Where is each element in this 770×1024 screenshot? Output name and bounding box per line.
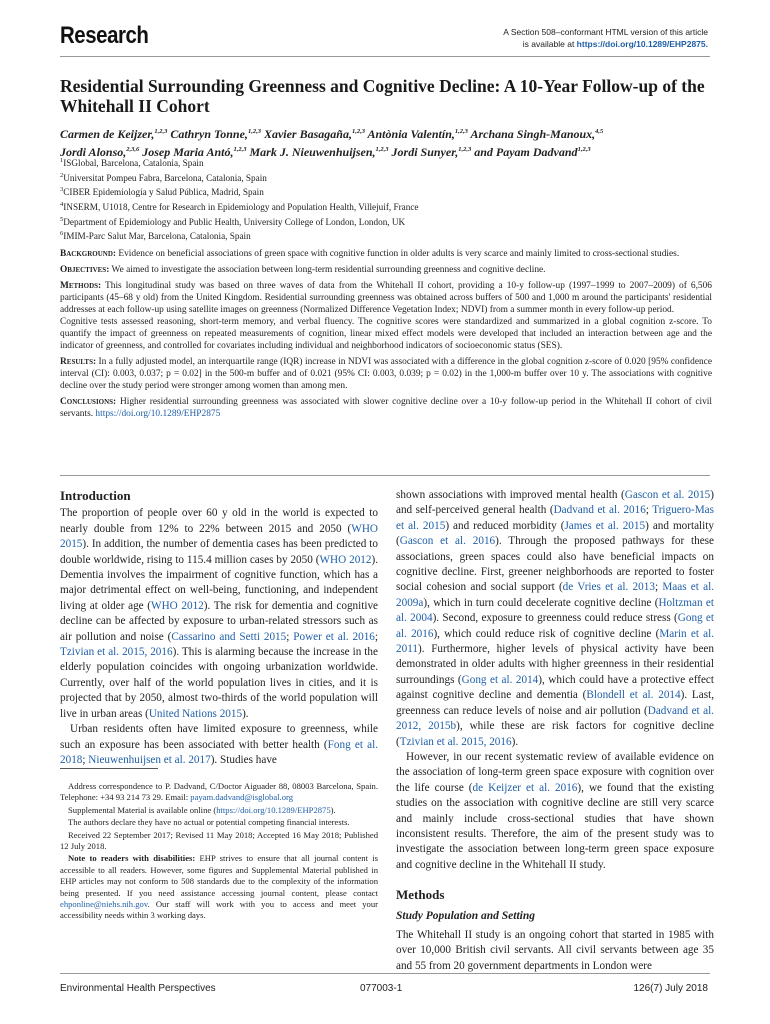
- abstract-methods: [60, 280, 712, 316]
- author-affiliation-marker: 1,2,3: [375, 146, 389, 153]
- author-affiliation-marker: 1,2,3: [577, 146, 591, 153]
- page-number: 077003-1: [360, 983, 403, 994]
- abstract-text: We aimed to investigate the association between long-term residential surrounding greenness and cognitive decline.: [109, 265, 546, 275]
- affiliation-item: [60, 214, 720, 229]
- note-prefix: is available at: [522, 39, 577, 49]
- body-text: ). Last, greenness can reduce levels of noise and air pollution (: [396, 689, 714, 717]
- affiliation-text: ISGlobal, Barcelona, Catalonia, Spain: [63, 158, 204, 169]
- abstract-results: [60, 356, 712, 392]
- citation-link[interactable]: Holtzman et al. 2004: [396, 596, 714, 625]
- note-text: Address correspondence to P. Dadvand, C/Doctor Aiguader 88, 08003 Barcelona, Spain. Telephone: +34 93 214 73 29. Email:: [60, 781, 378, 803]
- author-affiliation-marker: 4,5: [595, 128, 604, 135]
- affiliation-item: [60, 155, 720, 170]
- dates-note: Received 22 September 2017; Revised 11 May 2018; Accepted 16 May 2018; Published 12 July 2018.: [60, 829, 378, 852]
- abstract-doi-link[interactable]: https://doi.org/10.1289/EHP2875: [95, 409, 221, 419]
- abstract-divider: [60, 475, 710, 476]
- body-text: ). Studies have: [210, 753, 277, 766]
- body-text: shown associations with improved mental health (: [396, 489, 625, 501]
- author-name: and Payam Dadvand: [471, 145, 578, 159]
- methods-paragraph-1: The Whitehall II study is an ongoing cohort that started in 1985 with over 10,000 British civil servants. All civil servants between age 35 and 55 from 20 government departments in London were: [396, 928, 714, 972]
- abstract-head: Objectives:: [60, 265, 110, 275]
- body-text: ;: [374, 630, 379, 643]
- body-text: ). The risk for dementia and cognitive decline can be affected by exposure to urban-related stressors such as air pollution and noise (: [60, 599, 379, 643]
- author-name: Archana Singh-Manoux,: [467, 127, 596, 141]
- header-divider: [60, 56, 710, 57]
- methods-heading: Methods: [396, 887, 445, 903]
- author-name: Jordi Alonso,: [60, 145, 127, 159]
- email-link[interactable]: ehponline@niehs.nih.gov: [60, 899, 148, 910]
- journal-name: Environmental Health Perspectives: [60, 983, 216, 994]
- affiliation-number: 4: [60, 200, 64, 208]
- author-name: Mark J. Nieuwenhuijsen,: [246, 145, 376, 159]
- citation-link[interactable]: Marin et al. 2011: [396, 627, 714, 656]
- doi-link[interactable]: https://doi.org/10.1289/EHP2875.: [576, 39, 708, 49]
- abstract-methods-cont: Cognitive tests assessed reasoning, short-term memory, and verbal fluency. The cognitive scores were standardized and summarized in a global cognition z-score. To quantify the impact of greenness on repeated measurements of cognition, linear mixed effect models were developed that included an interaction between age and the indicator of greenness, and controlled for covariates including individual and neighborhood indicators of socioeconomic status (SES).: [60, 317, 712, 351]
- citation-link[interactable]: Blondell et al. 2014: [586, 689, 681, 702]
- author-affiliation-marker: 2,3,6: [126, 146, 140, 153]
- body-text: ;: [654, 581, 663, 594]
- affiliation-text: Universitat Pompeu Fabra, Barcelona, Catalonia, Spain: [63, 172, 267, 183]
- abstract-head: Methods:: [60, 281, 102, 291]
- body-text: ) and reduced morbidity (: [445, 519, 565, 532]
- citation-link[interactable]: Gascon et al. 2016: [399, 535, 496, 548]
- citation-link[interactable]: Power et al. 2016: [293, 630, 375, 643]
- citation-link[interactable]: Tzivian et al. 2015, 2016: [399, 735, 512, 748]
- supplemental-link[interactable]: https://doi.org/10.1289/EHP2875: [216, 804, 331, 815]
- citation-link[interactable]: Tzivian et al. 2015, 2016: [60, 646, 173, 659]
- author-name: Cathryn Tonne,: [167, 127, 248, 141]
- left-column: [60, 488, 378, 768]
- citation-link[interactable]: de Keijzer et al. 2016: [472, 781, 578, 794]
- citation-link[interactable]: Nieuwenhuijsen et al. 2017: [88, 753, 211, 766]
- citation-link[interactable]: Fong et al. 2018: [60, 738, 378, 766]
- body-text: ). Second, exposure to greenness could reduce stress (: [432, 612, 678, 625]
- body-text: ), while these are risk factors for cognitive decline (: [396, 720, 715, 748]
- body-text: ;: [645, 504, 653, 517]
- note-text: EHP strives to ensure that all journal content is accessible to all readers. However, some figures and Supplemental Material published in EHP articles may not conform to 508 standards due to the complexity of the information being presented. If you need assistance accessing journal content, please contact: [60, 853, 378, 898]
- affiliation-item: [60, 170, 720, 185]
- section-label: Research: [60, 22, 149, 49]
- affiliation-number: 3: [60, 186, 64, 194]
- note-text: ).: [330, 804, 336, 815]
- abstract-head: Background:: [60, 249, 117, 259]
- note-text: . Our staff will work with you to access and meet your accessibility needs within 3 working days.: [60, 899, 378, 921]
- author-name: Xavier Basagaña,: [260, 127, 352, 141]
- note-line-1: A Section 508–conformant HTML version of this article: [503, 27, 708, 37]
- citation-link[interactable]: James et al. 2015: [564, 519, 646, 532]
- affiliation-number: 1: [60, 157, 64, 164]
- body-text: ), we found that the existing studies on the association with cognitive decline are still very scarce and mainly include cross-sectional studies that have shown inconsistent results. Therefore, the aim of the present study was to investigate the association between long-term green space exposure and cognitive decline in the Whitehall II study.: [396, 781, 715, 871]
- abstract-head: Conclusions:: [60, 397, 117, 407]
- affiliation-list: [60, 155, 720, 243]
- author-name: Jordi Sunyer,: [388, 145, 459, 159]
- citation-link[interactable]: United Nations 2015: [148, 707, 243, 720]
- author-affiliation-marker: 1,2,3: [454, 128, 468, 135]
- body-text: ;: [82, 753, 89, 766]
- body-text: Urban residents often have limited exposure to greenness, while such an exposure has been associated with better health (: [60, 723, 378, 751]
- affiliation-number: 5: [60, 215, 64, 223]
- body-text: ), which in turn could decelerate cognitive decline (: [423, 596, 659, 609]
- affiliation-text: Department of Epidemiology and Public Health, University College of London, London, UK: [63, 216, 406, 227]
- body-text: ). Dementia involves the impairment of cognitive function, which has a major detrimental effect on well-being, functioning, and independent living at older age (: [60, 553, 379, 612]
- competing-interests-note: The authors declare they have no actual or potential competing financial interests.: [68, 817, 350, 828]
- affiliation-number: 2: [60, 171, 64, 179]
- affiliation-text: INSERM, U1018, Centre for Research in Epidemiology and Population Health, Villejuif, France: [63, 202, 419, 213]
- body-text: ).: [511, 735, 519, 748]
- citation-link[interactable]: Triguero-Mas et al. 2015: [396, 504, 714, 532]
- accessibility-note: [60, 853, 378, 921]
- author-affiliation-marker: 1,2,3: [351, 128, 365, 135]
- abstract-background: [60, 248, 712, 260]
- note-head: Note to readers with disabilities:: [68, 853, 196, 864]
- supplemental-note: [60, 805, 378, 816]
- citation-link[interactable]: Maas et al. 2009a: [396, 581, 714, 609]
- citation-link[interactable]: de Vries et al. 2013: [562, 581, 655, 594]
- footnote-divider: [60, 768, 158, 769]
- citation-link[interactable]: Dadvand et al. 2012, 2015b: [396, 704, 714, 733]
- author-affiliation-marker: 1,2,3: [154, 128, 168, 135]
- author-name: Carmen de Keijzer,: [60, 127, 155, 141]
- author-affiliation-marker: 1,2,3: [458, 146, 472, 153]
- affiliation-text: CIBER Epidemiología y Salud Pública, Madrid, Spain: [63, 187, 264, 198]
- body-text: ;: [286, 630, 294, 643]
- note-line-2: [503, 38, 708, 50]
- author-name: Antònia Valentín,: [364, 127, 455, 141]
- abstract-text: In a fully adjusted model, an interquartile range (IQR) increase in NDVI was associated with a difference in the global cognition z-score of 0.020 [95% confidence interval (CI): 0.003, 0.037; p = 0.02] in the 500-m buffer and of 0.021 (95% CI: 0.003, 0.039; p = 0.02) in the 1,000-m buffer over 10 y. The associations with cognitive decline over the study period were stronger among women than among men.: [60, 357, 712, 391]
- footer-divider: [60, 973, 710, 974]
- author-line-1: [60, 124, 720, 142]
- body-text: However, in our recent systematic review of available evidence on the association of long-term green space exposure with cognition over the life course (: [396, 750, 714, 794]
- body-text: The proportion of people over 60 y old in the world is expected to nearly double from 12% to 22% between 2015 and 2050 (: [60, 507, 378, 535]
- study-population-heading: Study Population and Setting: [396, 909, 535, 922]
- intro-paragraph-2: [60, 722, 378, 768]
- intro-paragraph-4: [396, 750, 714, 873]
- abstract-text: Higher residential surrounding greenness was associated with slower cognitive decline over a 10-y follow-up period in the Whitehall II cohort of civil servants.: [60, 397, 712, 419]
- affiliation-item: [60, 228, 720, 243]
- right-column: [396, 488, 714, 974]
- author-name: Josep Maria Antó,: [139, 145, 234, 159]
- citation-link[interactable]: Gong et al. 2016: [396, 612, 715, 640]
- affiliation-item: [60, 184, 720, 199]
- affiliation-item: [60, 199, 720, 214]
- body-text: ).: [242, 707, 249, 720]
- note-text: Supplemental Material is available online (: [68, 804, 217, 815]
- citation-link[interactable]: WHO 2012: [319, 553, 372, 566]
- intro-paragraph-3: [396, 488, 714, 750]
- citation-link[interactable]: WHO 2015: [60, 522, 378, 551]
- body-text: ). Through the proposed pathways for these associations, green spaces could also have beneficial impacts on cognitive decline. First, greener neighborhoods are reported to foster social cohesion and social support (: [396, 535, 714, 594]
- abstract-text: Evidence on beneficial associations of green space with cognitive function in older adults is very scarce and mainly limited to cross-sectional studies.: [116, 249, 680, 259]
- abstract: [60, 248, 712, 424]
- citation-link[interactable]: Gong et al. 2014: [461, 673, 539, 686]
- body-text: ), which could have a protective effect against cognitive decline and dementia (: [396, 673, 714, 702]
- affiliation-number: 6: [60, 230, 64, 238]
- issue-date: 126(7) July 2018: [633, 983, 708, 994]
- correspondence-note: [60, 781, 378, 804]
- footnotes: [60, 781, 378, 923]
- citation-link[interactable]: Gascon et al. 2015: [624, 489, 711, 501]
- citation-link[interactable]: WHO 2012: [151, 599, 204, 612]
- abstract-conclusions: [60, 396, 712, 420]
- email-link[interactable]: payam.dadvand@isglobal.org: [190, 792, 294, 803]
- citation-link[interactable]: Dadvand et al. 2016: [553, 504, 646, 517]
- author-affiliation-marker: 1,2,3: [247, 128, 261, 135]
- citation-link[interactable]: Cassarino and Setti 2015: [171, 630, 287, 643]
- abstract-text: This longitudinal study was based on three waves of data from the Whitehall II cohort, providing a 10-y follow-up (1997–1999 to 2007–2009) of 6,506 participants (45–68 y old) from the United Kingdom. Residential surrounding greenness was obtained across buffers of 500 and 1,000 m around the participants' residential addresses at each follow-up using satellite images on greenness (Normalized Difference Vegetation Index; NDVI) from a summer month in every follow-up period.: [60, 281, 712, 315]
- introduction-heading: Introduction: [60, 488, 131, 503]
- intro-paragraph-1: [60, 506, 378, 722]
- body-text: ), which could reduce risk of cognitive decline (: [433, 627, 660, 640]
- abstract-head: Results:: [60, 357, 97, 367]
- body-text: ) and self-perceived general health (: [396, 489, 714, 517]
- body-text: ). This is alarming because the increase in the elderly population coincides with ongoing urbanization worldwide. Currently, over half of the world population lives in cities, and it is projected that by 2050, almost two-thirds of the world population will live in urban areas (: [60, 646, 378, 720]
- accessible-version-note: [503, 26, 708, 50]
- article-title: Residential Surrounding Greenness and Cognitive Decline: A 10-Year Follow-up of the Whitehall II Cohort: [60, 76, 705, 116]
- author-affiliation-marker: 1,2,3: [233, 146, 247, 153]
- affiliation-text: IMIM-Parc Salut Mar, Barcelona, Catalonia, Spain: [63, 231, 251, 242]
- body-text: ). In addition, the number of dementia cases has been predicted to double worldwide, rising to 115.4 million cases by 2050 (: [60, 538, 378, 566]
- body-text: ). Furthermore, higher levels of physical activity have been demonstrated in older adults with higher greenness in their residential surroundings (: [396, 643, 714, 686]
- body-text: ) and mortality (: [396, 519, 714, 548]
- abstract-objectives: [60, 264, 712, 276]
